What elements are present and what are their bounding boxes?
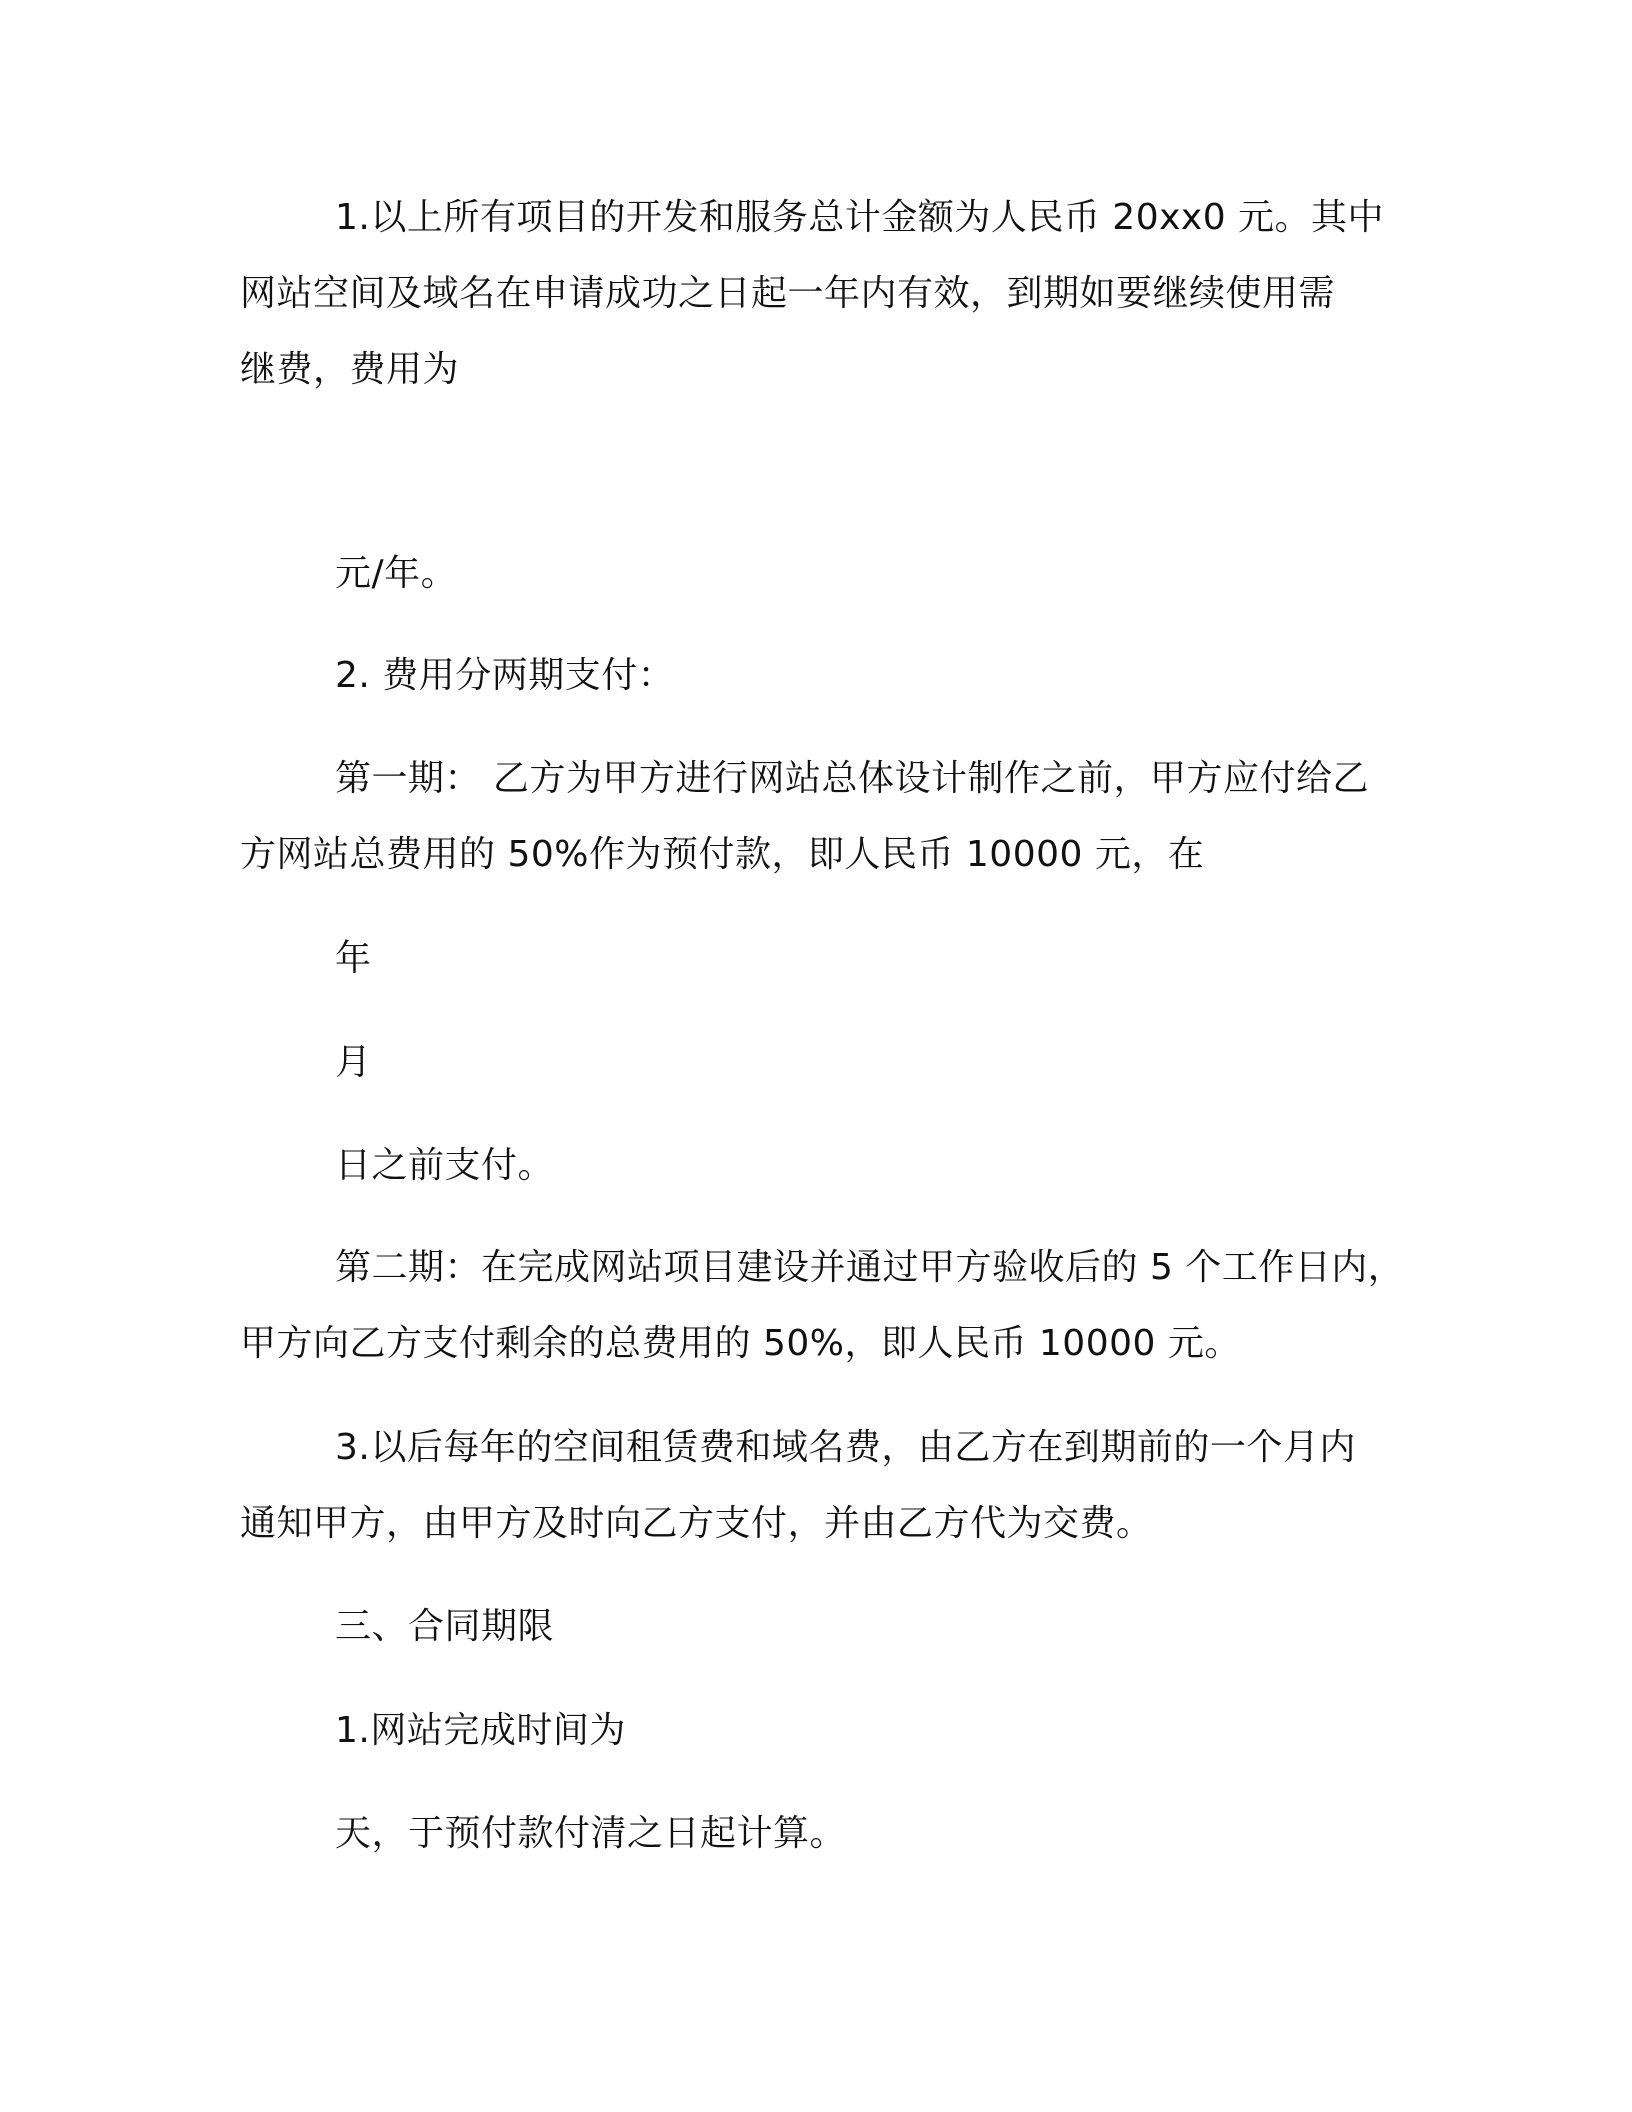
first-installment-line-2: 方网站总费用的 50%作为预付款，即人民币 10000 元，在 <box>240 834 1205 875</box>
date-year: 年 <box>335 938 372 979</box>
annual-fee-line-1: 3.以后每年的空间租赁费和域名费，由乙方在到期前的一个月内 <box>335 1427 1356 1468</box>
first-installment-line-1: 第一期： 乙方为甲方进行网站总体设计制作之前，甲方应付给乙 <box>335 758 1369 799</box>
annual-fee-line-2: 通知甲方，由甲方及时向乙方支付，并由乙方代为交费。 <box>240 1503 1153 1544</box>
section-heading-contract-term: 三、合同期限 <box>335 1606 555 1647</box>
date-month: 月 <box>335 1042 372 1083</box>
completion-days-line: 天，于预付款付清之日起计算。 <box>335 1813 847 1854</box>
renewal-fee-unit: 元/年。 <box>335 553 458 594</box>
second-installment-line-2: 甲方向乙方支付剩余的总费用的 50%，即人民币 10000 元。 <box>240 1323 1241 1364</box>
installments-heading: 2. 费用分两期支付： <box>335 655 675 696</box>
completion-time-line: 1.网站完成时间为 <box>335 1710 626 1751</box>
payment-total-line-2: 网站空间及域名在申请成功之日起一年内有效，到期如要继续使用需 <box>240 273 1336 314</box>
second-installment-line-1: 第二期：在完成网站项目建设并通过甲方验收后的 5 个工作日内， <box>335 1247 1405 1288</box>
payment-total-line-3: 继费，费用为 <box>240 349 460 390</box>
date-day: 日之前支付。 <box>335 1145 555 1186</box>
payment-total-line-1: 1.以上所有项目的开发和服务总计金额为人民币 20xx0 元。其中 <box>335 197 1385 238</box>
